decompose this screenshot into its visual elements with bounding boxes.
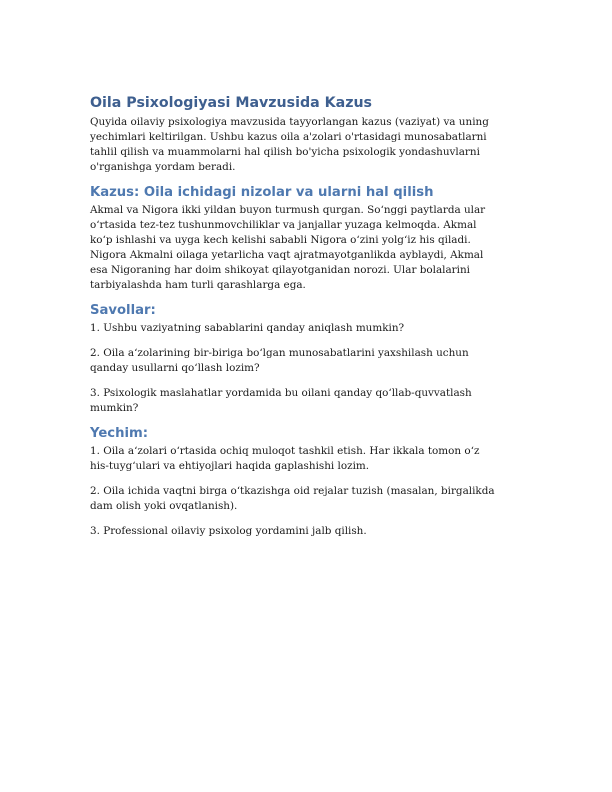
solution-line: 1. Oila a‘zolari o‘rtasida ochiq muloqot tashkil etish. Har ikkala tomon o‘z xyxy=(90,445,480,457)
intro-line: tahlil qilish va muammolarni hal qilish bo'yicha psixologik yondashuvlarni xyxy=(90,146,480,158)
question-line: 3. Psixologik maslahatlar yordamida bu oilani qanday qo‘llab-quvvatlash xyxy=(90,387,472,399)
solution-line: dam olish yoki ovqatlanish). xyxy=(90,500,238,512)
document-page xyxy=(90,95,522,549)
solution-line: 2. Oila ichida vaqtni birga o‘tkazishga oid rejalar tuzish (masalan, birgalikda xyxy=(90,485,495,497)
solution-heading: Yechim: xyxy=(90,426,149,441)
question-item xyxy=(90,386,522,416)
case-heading: Kazus: Oila ichidagi nizolar va ularni hal qilish xyxy=(90,185,434,200)
intro-line: yechimlari keltirilgan. Ushbu kazus oila a'zolari o'rtasidagi munosabatlarni xyxy=(90,131,487,143)
case-line: o‘rtasida tez-tez tushunmovchiliklar va janjallar yuzaga kelmoqda. Akmal xyxy=(90,219,477,231)
case-line: Nigora Akmalni oilaga yetarlicha vaqt ajratmayotganlikda ayblaydi, Akmal xyxy=(90,249,484,261)
question-item xyxy=(90,321,522,336)
question-item xyxy=(90,346,522,376)
intro-line: o'rganishga yordam beradi. xyxy=(90,161,236,173)
intro-paragraph xyxy=(90,115,522,175)
question-line: 1. Ushbu vaziyatning sabablarini qanday aniqlash mumkin? xyxy=(90,322,405,334)
questions-heading: Savollar: xyxy=(90,303,156,318)
case-line: esa Nigoraning har doim shikoyat qilayotganidan norozi. Ular bolalarini xyxy=(90,264,470,276)
question-line: qanday usullarni qo‘llash lozim? xyxy=(90,362,260,374)
case-line: Akmal va Nigora ikki yildan buyon turmush qurgan. So‘nggi paytlarda ular xyxy=(90,204,486,216)
intro-line: Quyida oilaviy psixologiya mavzusida tayyorlangan kazus (vaziyat) va uning xyxy=(90,116,489,128)
solution-line: his-tuyg‘ulari va ehtiyojlari haqida gaplashishi lozim. xyxy=(90,460,370,472)
document-title: Oila Psixologiyasi Mavzusida Kazus xyxy=(90,95,372,111)
question-line: 2. Oila a‘zolarining bir-biriga bo‘lgan munosabatlarini yaxshilash uchun xyxy=(90,347,469,359)
solution-item xyxy=(90,524,522,539)
question-line: mumkin? xyxy=(90,402,139,414)
case-paragraph xyxy=(90,203,522,293)
solution-item xyxy=(90,484,522,514)
solution-item xyxy=(90,444,522,474)
solution-line: 3. Professional oilaviy psixolog yordamini jalb qilish. xyxy=(90,525,367,537)
case-line: ko‘p ishlashi va uyga kech kelishi sababli Nigora o‘zini yolg‘iz his qiladi. xyxy=(90,234,471,246)
case-line: tarbiyalashda ham turli qarashlarga ega. xyxy=(90,279,306,291)
